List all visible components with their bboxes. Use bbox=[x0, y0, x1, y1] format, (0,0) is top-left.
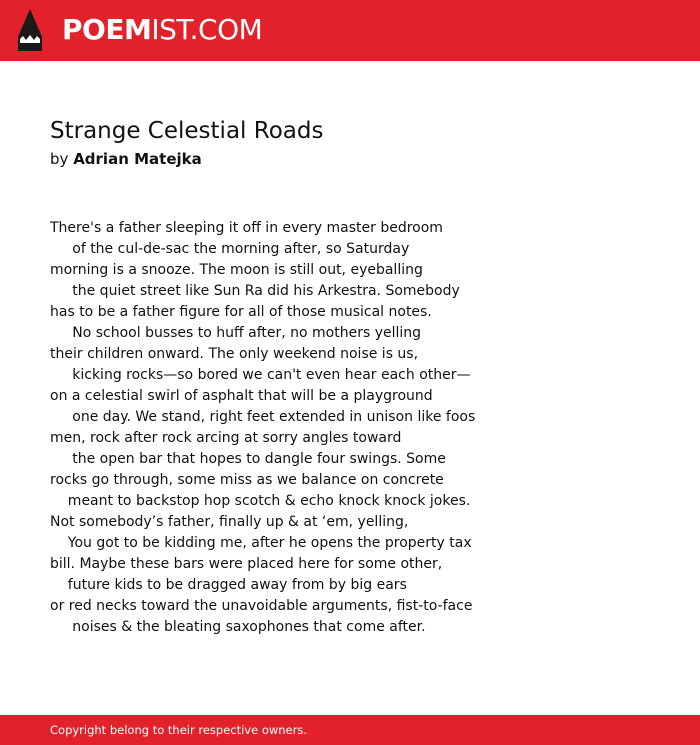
site-footer bbox=[0, 715, 700, 745]
logo-text-bold: POEM bbox=[62, 13, 152, 46]
byline bbox=[50, 148, 202, 170]
poem-line: Not somebody’s father, finally up & at ‘em, yelling, bbox=[50, 514, 409, 530]
pencil-icon[interactable] bbox=[18, 9, 42, 51]
poem-line: meant to backstop hop scotch & echo knock knock jokes. bbox=[50, 493, 471, 509]
poem-line: the quiet street like Sun Ra did his Arkestra. Somebody bbox=[50, 283, 460, 299]
poem-line: on a celestial swirl of asphalt that will be a playground bbox=[50, 388, 433, 404]
poem-line: one day. We stand, right feet extended in unison like foos bbox=[50, 409, 476, 425]
poem-line: of the cul-de-sac the morning after, so Saturday bbox=[50, 241, 410, 257]
poem-line: You got to be kidding me, after he opens the property tax bbox=[50, 535, 472, 551]
poem-line: bill. Maybe these bars were placed here for some other, bbox=[50, 556, 443, 572]
poem-line: rocks go through, some miss as we balance on concrete bbox=[50, 472, 444, 488]
poem-title: Strange Celestial Roads bbox=[50, 118, 324, 144]
site-logo[interactable] bbox=[62, 12, 262, 48]
author-name: Adrian Matejka bbox=[73, 150, 202, 168]
poem-line: or red necks toward the unavoidable arguments, fist-to-face bbox=[50, 598, 473, 614]
poem-line: noises & the bleating saxophones that come after. bbox=[50, 619, 426, 635]
logo-text-light: IST.COM bbox=[151, 13, 263, 46]
poem-line: No school busses to huff after, no mothers yelling bbox=[50, 325, 422, 341]
poem-line: kicking rocks—so bored we can't even hear each other— bbox=[50, 367, 471, 383]
poem-line: morning is a snooze. The moon is still out, eyeballing bbox=[50, 262, 423, 278]
site-header bbox=[0, 0, 700, 61]
poem-body bbox=[50, 218, 475, 638]
poem-line: their children onward. The only weekend noise is us, bbox=[50, 346, 419, 362]
poem-line: men, rock after rock arcing at sorry angles toward bbox=[50, 430, 402, 446]
poem-line: There's a father sleeping it off in every master bedroom bbox=[50, 220, 443, 236]
copyright-text: Copyright belong to their respective owners. bbox=[50, 723, 308, 737]
poem-line: the open bar that hopes to dangle four swings. Some bbox=[50, 451, 446, 467]
poem-line: future kids to be dragged away from by big ears bbox=[50, 577, 407, 593]
poem-line: has to be a father figure for all of those musical notes. bbox=[50, 304, 432, 320]
by-label: by bbox=[50, 150, 69, 168]
